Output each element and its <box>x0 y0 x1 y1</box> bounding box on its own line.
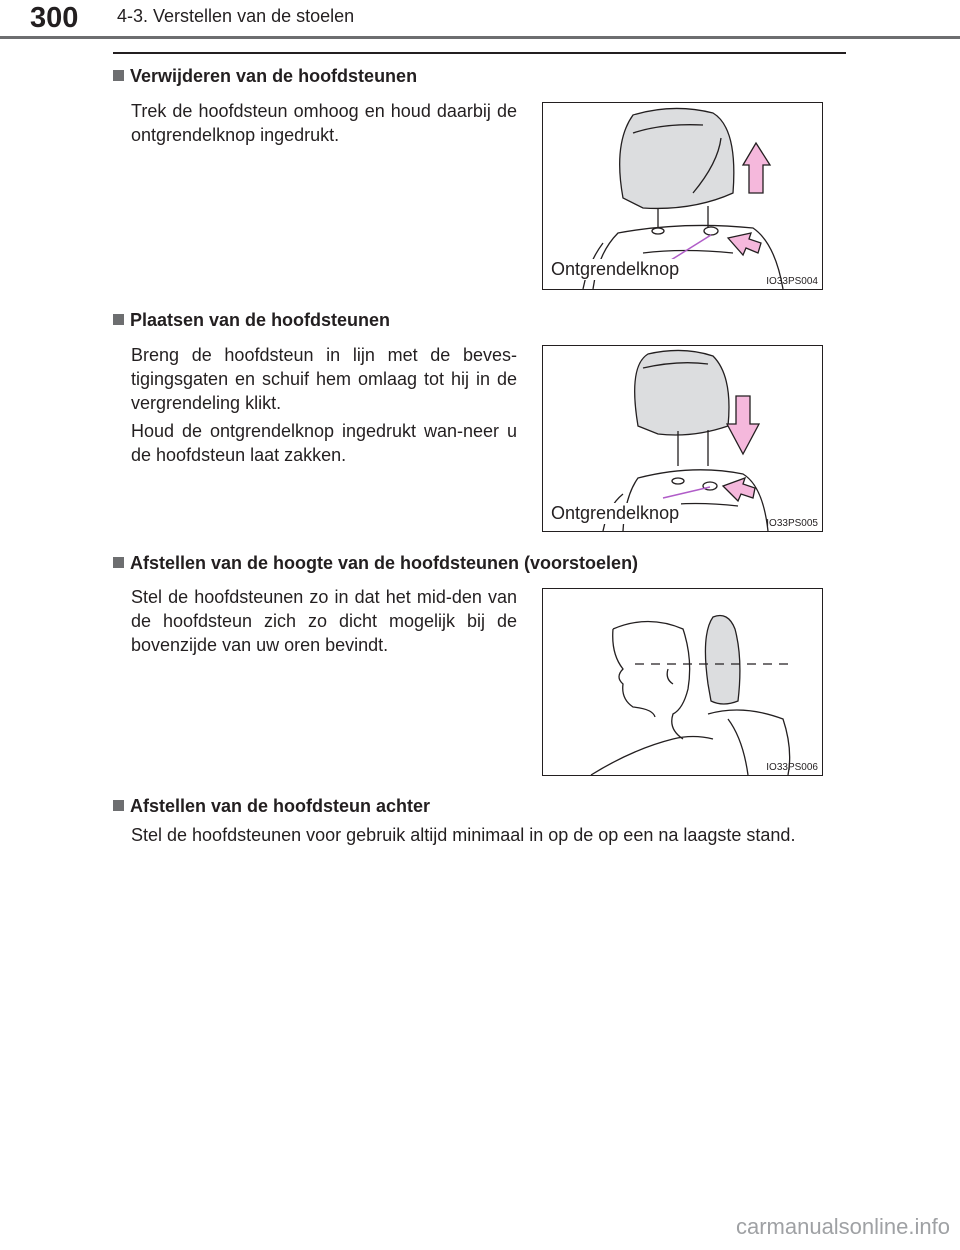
figure-code: IO33PS004 <box>766 276 818 287</box>
section-rule <box>113 52 846 54</box>
figure-remove-headrest <box>542 102 823 290</box>
section-heading-install <box>113 310 390 331</box>
paragraph-rear: Stel de hoofdsteunen voor gebruik altijd minimaal in op de op een na laagste stand. <box>131 825 796 845</box>
heading-text: Afstellen van de hoogte van de hoofdsteunen (voorstoelen) <box>130 553 639 573</box>
paragraph-install-1: Breng de hoofdsteun in lijn met de beves-tigingsgaten en schuif hem omlaag tot hij in de vergrendeling klikt. <box>131 345 517 413</box>
figure-headrest-height <box>542 588 823 776</box>
figure-install-headrest <box>542 345 823 532</box>
page-number: 300 <box>30 2 79 34</box>
paragraph-height: Stel de hoofdsteunen zo in dat het mid-den van de hoofdsteun zich zo dicht mogelijk bij de bovenzijde van uw oren bevindt. <box>131 587 517 655</box>
section-heading-rear <box>113 796 430 817</box>
heading-text: Afstellen van de hoofdsteun achter <box>130 796 431 816</box>
callout-release-button: Ontgrendelknop <box>551 259 680 279</box>
section-heading-height <box>113 553 638 574</box>
figure-code: IO33PS005 <box>766 518 818 529</box>
chapter-title: 4-3. Verstellen van de stoelen <box>117 6 355 26</box>
heading-text: Plaatsen van de hoofdsteunen <box>130 310 391 330</box>
bullet-square-icon <box>113 800 124 811</box>
bullet-square-icon <box>113 557 124 568</box>
paragraph-install-2: Houd de ontgrendelknop ingedrukt wan-neer u de hoofdsteun laat zakken. <box>131 421 517 465</box>
section-heading-remove <box>113 66 417 87</box>
heading-text: Verwijderen van de hoofdsteunen <box>130 66 418 86</box>
bullet-square-icon <box>113 70 124 81</box>
footer-watermark: carmanualsonline.info <box>735 1214 950 1239</box>
paragraph-remove: Trek de hoofdsteun omhoog en houd daarbij de ontgrendelknop ingedrukt. <box>131 101 517 145</box>
head-and-headrest-illustration <box>543 589 822 775</box>
header-rule <box>0 36 960 39</box>
callout-release-button: Ontgrendelknop <box>551 503 680 523</box>
figure-code: IO33PS006 <box>766 762 818 773</box>
bullet-square-icon <box>113 314 124 325</box>
